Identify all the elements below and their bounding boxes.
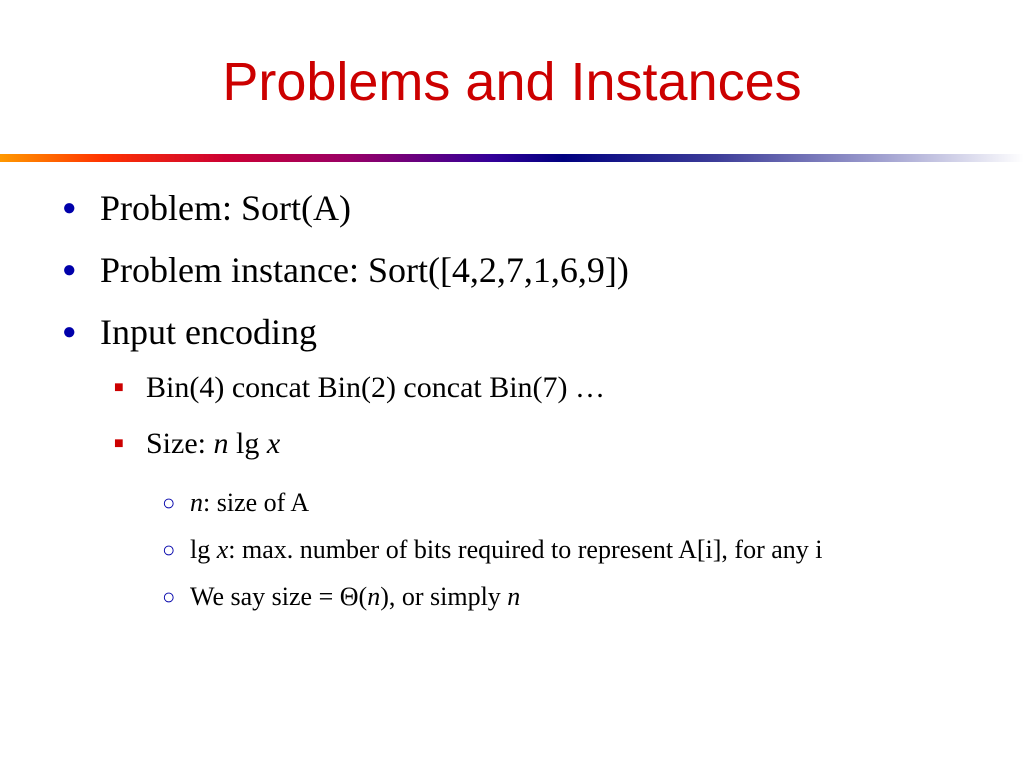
bullet-problem — [62, 186, 1024, 230]
math-var-n: n — [367, 582, 381, 611]
bullet-square-icon: ■ — [114, 379, 124, 396]
bullet-text: Bin(4) concat Bin(2) concat Bin(7) … — [146, 371, 606, 404]
bullet-text: : size of A — [203, 488, 310, 517]
subbullet-size — [114, 426, 1024, 462]
math-var-n: n — [507, 582, 521, 611]
bullet-text: Input encoding — [100, 312, 317, 352]
bullet-text-prefix: Size: — [146, 427, 214, 460]
bullet-text: : max. number of bits required to represent A[i], for any i — [228, 535, 823, 564]
title-gradient-rule — [0, 154, 1024, 162]
bullet-problem-instance — [62, 248, 1024, 292]
bullet-dot-icon: ● — [62, 195, 77, 221]
bullet-text: Problem instance: Sort([4,2,7,1,6,9]) — [100, 250, 629, 290]
math-var-x: x — [266, 427, 281, 460]
bullet-text-prefix: lg — [190, 535, 217, 564]
bullet-circle-icon: ○ — [162, 584, 176, 609]
bullet-text-mid: ), or simply — [380, 582, 508, 611]
math-var-x: x — [216, 535, 229, 564]
bullet-dot-icon: ● — [62, 257, 77, 283]
bullet-dot-icon: ● — [62, 319, 77, 345]
bullet-square-icon: ■ — [114, 435, 124, 452]
bullet-circle-icon: ○ — [162, 537, 176, 562]
bullet-circle-icon: ○ — [162, 490, 176, 515]
slide-title: Problems and Instances — [222, 52, 802, 112]
math-var-n: n — [213, 427, 229, 460]
bullet-text-mid: lg — [228, 427, 267, 460]
bullet-input-encoding — [62, 310, 1024, 354]
subbullet-bin-concat — [114, 370, 1024, 406]
subsubbullet-theta-n — [162, 578, 960, 616]
slide-body — [0, 186, 1024, 625]
subsubbullet-lg-x — [162, 531, 960, 569]
bullet-text: Problem: Sort(A) — [100, 188, 351, 228]
math-var-n: n — [190, 488, 203, 517]
subsubbullet-n-size — [162, 484, 960, 522]
bullet-text-prefix: We say size = Θ( — [190, 582, 368, 611]
